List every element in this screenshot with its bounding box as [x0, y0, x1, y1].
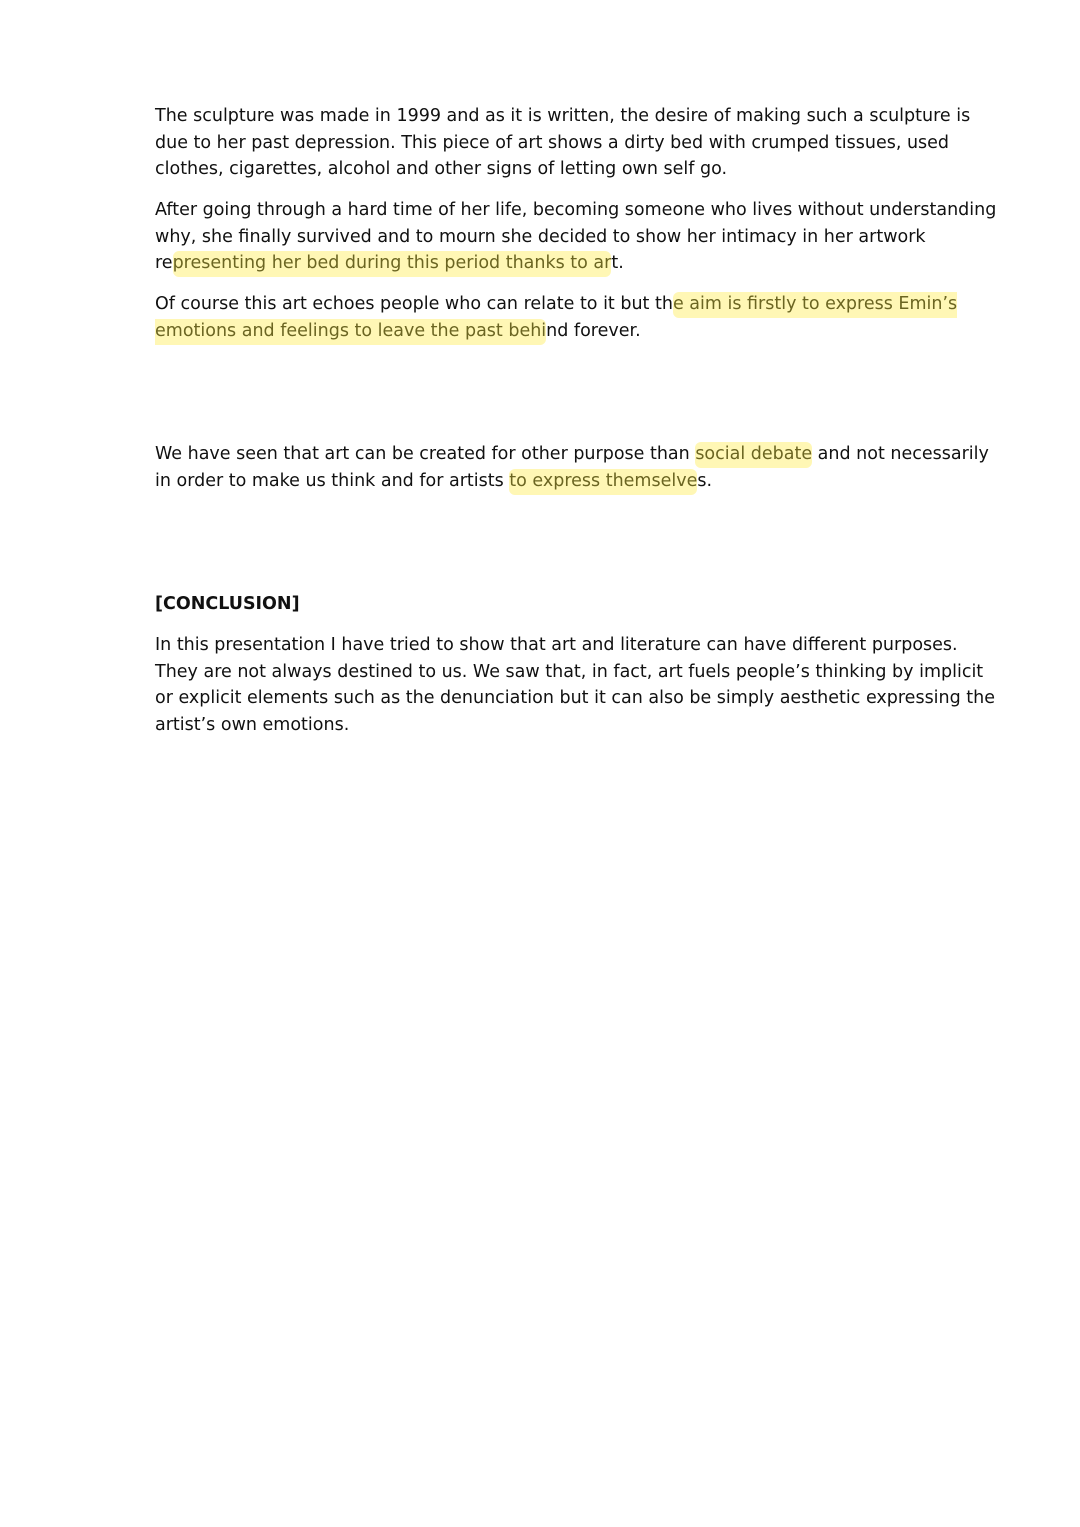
paragraph-art-echoes: [155, 291, 1005, 344]
paragraph-conclusion: In this presentation I have tried to show that art and literature can have different purposes. They are not always destined to us. We saw that, in fact, art fuels people’s thinking by implicit or explicit elements such as the denunciation but it can also be simply aesthetic expressing the artist’s own emotions.: [155, 635, 996, 735]
highlighted-text: to express themselve: [509, 469, 697, 495]
highlighted-text: presenting her bed during this period thanks to ar: [173, 251, 612, 277]
highlighted-text: e aim is firstly to express Emin’s emotions and feelings to leave the past behi: [155, 292, 957, 345]
paragraph-text: t.: [611, 253, 624, 273]
paragraph-hard-time: [155, 197, 1005, 277]
paragraph-text: s.: [697, 470, 713, 491]
paragraph-text: nd forever.: [546, 320, 641, 341]
paragraph-art-purpose: [155, 441, 1005, 494]
paragraph-text: and not necessarily in order to make us think and for artists: [155, 444, 989, 491]
paragraph-text: We have seen that art can be created for other purpose than: [155, 444, 696, 464]
highlighted-text: social debate: [695, 442, 812, 468]
paragraph-text: After going through a hard time of her life, becoming someone who lives without understanding why, she finally survived and to mourn she decided to show her intimacy in her artwork re: [155, 200, 997, 273]
paragraph-text: Of course this art echoes people who can relate to it but th: [155, 294, 673, 314]
paragraph-sculpture-description: The sculpture was made in 1999 and as it is written, the desire of making such a sculpture is due to her past depression. This piece of art shows a dirty bed with crumped tissues, used clothes, cigarettes, alcohol and other signs of letting own self go.: [155, 106, 971, 179]
conclusion-heading: [CONCLUSION]: [155, 594, 300, 614]
